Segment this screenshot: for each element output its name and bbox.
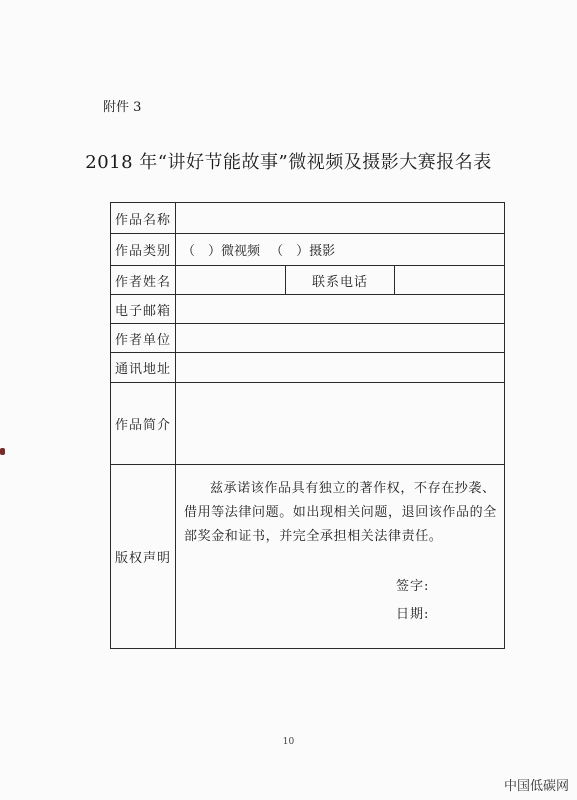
copyright-cell: [176, 465, 505, 649]
row-intro: [111, 383, 505, 465]
unit-label: 作者单位: [111, 324, 176, 353]
unit-field[interactable]: [176, 324, 505, 353]
email-label: 电子邮箱: [111, 295, 176, 324]
phone-label: 联系电话: [285, 266, 395, 295]
intro-field[interactable]: [176, 383, 505, 465]
signature-label: 签字:: [396, 579, 430, 594]
copyright-statement: 兹承诺该作品具有独立的著作权，不存在抄袭、借用等法律问题。如出现相关问题，退回该作品的全部奖金和证书，并完全承担相关法律责任。: [184, 481, 497, 544]
site-watermark: 中国低碳网: [503, 779, 569, 794]
attachment-label: 附件 3: [103, 100, 142, 115]
row-email: [111, 295, 505, 324]
intro-label: 作品简介: [111, 383, 176, 465]
email-field[interactable]: [176, 295, 505, 324]
author-name-label: 作者姓名: [111, 266, 176, 295]
address-field[interactable]: [176, 353, 505, 383]
scan-mark: [0, 448, 5, 455]
work-type-label: 作品类别: [111, 234, 176, 266]
row-address: [111, 353, 505, 383]
option-micro-video[interactable]: （ ）微视频: [182, 244, 261, 259]
row-copyright: [111, 465, 505, 649]
work-name-field[interactable]: [176, 203, 505, 234]
row-work-type: [111, 234, 505, 266]
address-label: 通讯地址: [111, 353, 176, 383]
registration-form-table: [110, 202, 505, 649]
row-work-name: [111, 203, 505, 234]
form-title: 2018 年“讲好节能故事”微视频及摄影大赛报名表: [85, 152, 492, 173]
copyright-label: 版权声明: [111, 465, 176, 649]
date-label: 日期:: [396, 607, 430, 622]
option-photography[interactable]: （ ）摄影: [270, 244, 336, 259]
phone-field[interactable]: [395, 266, 505, 295]
row-unit: [111, 324, 505, 353]
author-name-field[interactable]: [176, 266, 286, 295]
work-name-label: 作品名称: [111, 203, 176, 234]
row-author: [111, 266, 505, 295]
work-type-field: [176, 234, 505, 266]
page-number: 10: [282, 737, 295, 747]
